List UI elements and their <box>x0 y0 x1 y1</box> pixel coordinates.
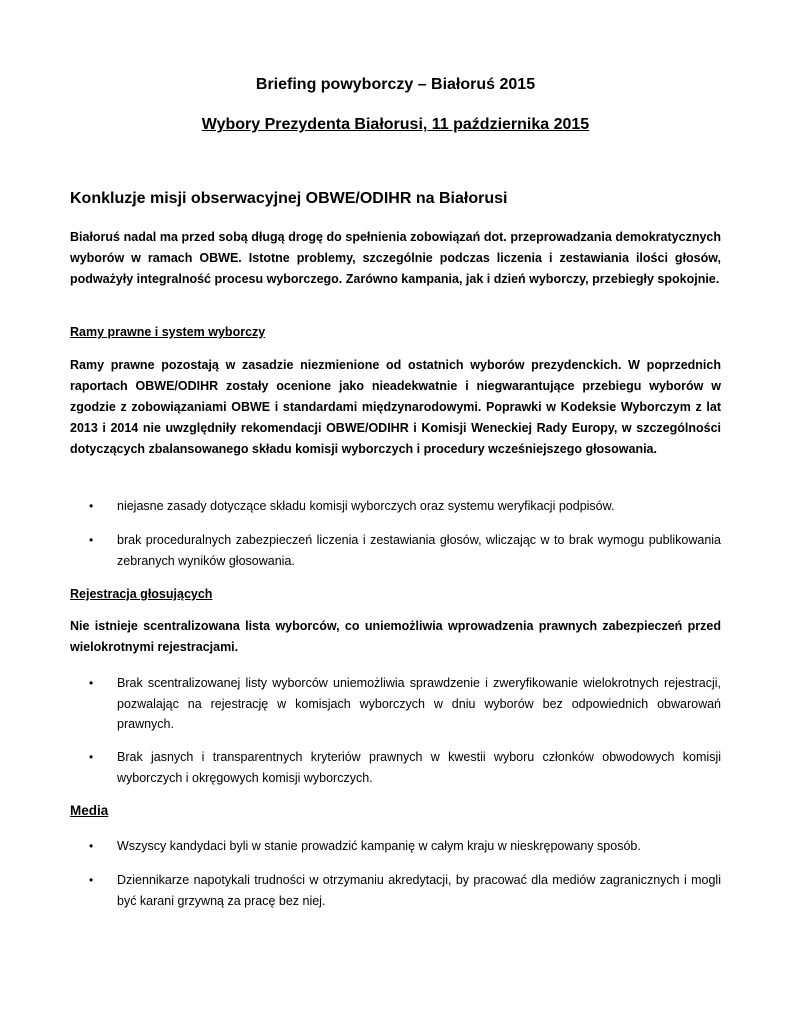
list-item <box>89 747 721 788</box>
list-item <box>89 836 721 857</box>
list-item <box>89 673 721 735</box>
subheading-legal-framework: Ramy prawne i system wyborczy <box>70 325 266 339</box>
bullet-icon: • <box>89 839 94 853</box>
paragraph-legal-framework: Ramy prawne pozostają w zasadzie niezmienione od ostatnich wyborów prezydenckich. W poprzednich raportach OBWE/ODIHR zostały ocenione jako nieadekwatnie i niegwarantujące przebiegu wyborów w zgodzie z zobowiązaniami OBWE i standardami międzynarodowymi. Poprawki w Kodeksie Wyborczym z lat 2013 i 2014 nie uwzględniły rekomendacji OBWE/ODIHR i Komisji Weneckiej Rady Europy, w szczególności dotyczących zbalansowanego składu komisji wyborczych i procedury wcześniejszego głosowania. <box>70 358 721 456</box>
document-title: Briefing powyborczy – Białoruś 2015 <box>255 76 536 93</box>
list-item <box>89 530 721 571</box>
list-item <box>89 496 721 517</box>
subheading-media: Media <box>70 803 109 818</box>
document-subtitle: Wybory Prezydenta Białorusi, 11 października 2015 <box>201 116 590 133</box>
bullet-icon: • <box>89 533 94 547</box>
list-item-text: Wszyscy kandydaci byli w stanie prowadzić kampanię w całym kraju w nieskrępowany sposób. <box>117 839 641 853</box>
bullet-icon: • <box>89 676 94 690</box>
list-item-text: Brak jasnych i transparentnych kryteriów prawnych w kwestii wyboru członków obwodowych komisji wyborczych i okręgowych komisji wyborczych. <box>117 750 721 785</box>
intro-paragraph: Białoruś nadal ma przed sobą długą drogę do spełnienia zobowiązań dot. przeprowadzania demokratycznych wyborów w ramach OBWE. Istotne problemy, szczególnie podczas liczenia i zestawiania ilości głosów, podważyły integralność procesu wyborczego. Zarówno kampania, jak i dzień wyborczy, przebiegły spokojnie. <box>70 230 721 286</box>
list-item-text: niejasne zasady dotyczące składu komisji wyborczych oraz systemu weryfikacji podpisów. <box>117 499 615 513</box>
section-heading: Konkluzje misji obserwacyjnej OBWE/ODIHR na Białorusi <box>70 190 508 207</box>
list-item-text: brak proceduralnych zabezpieczeń liczenia i zestawiania głosów, wliczając w to brak wymogu publikowania zebranych wyników głosowania. <box>117 533 721 568</box>
subheading-voter-registration: Rejestracja głosujących <box>70 587 213 601</box>
bullet-icon: • <box>89 499 94 513</box>
list-item-text: Dziennikarze napotykali trudności w otrzymaniu akredytacji, by pracować dla mediów zagranicznych i mogli być karani grzywną za pracę bez niej. <box>117 873 721 908</box>
bullet-icon: • <box>89 873 94 887</box>
paragraph-voter-registration: Nie istnieje scentralizowana lista wyborców, co uniemożliwia wprowadzenia prawnych zabezpieczeń przed wielokrotnymi rejestracjami. <box>70 619 721 654</box>
list-item <box>89 870 721 911</box>
bullet-icon: • <box>89 750 94 764</box>
list-item-text: Brak scentralizowanej listy wyborców uniemożliwia sprawdzenie i zweryfikowanie wielokrotnych rejestracji, pozwalając na rejestrację w komisjach wyborczych w dniu wyborów bez odpowiednich obwarowań prawnych. <box>117 676 721 731</box>
